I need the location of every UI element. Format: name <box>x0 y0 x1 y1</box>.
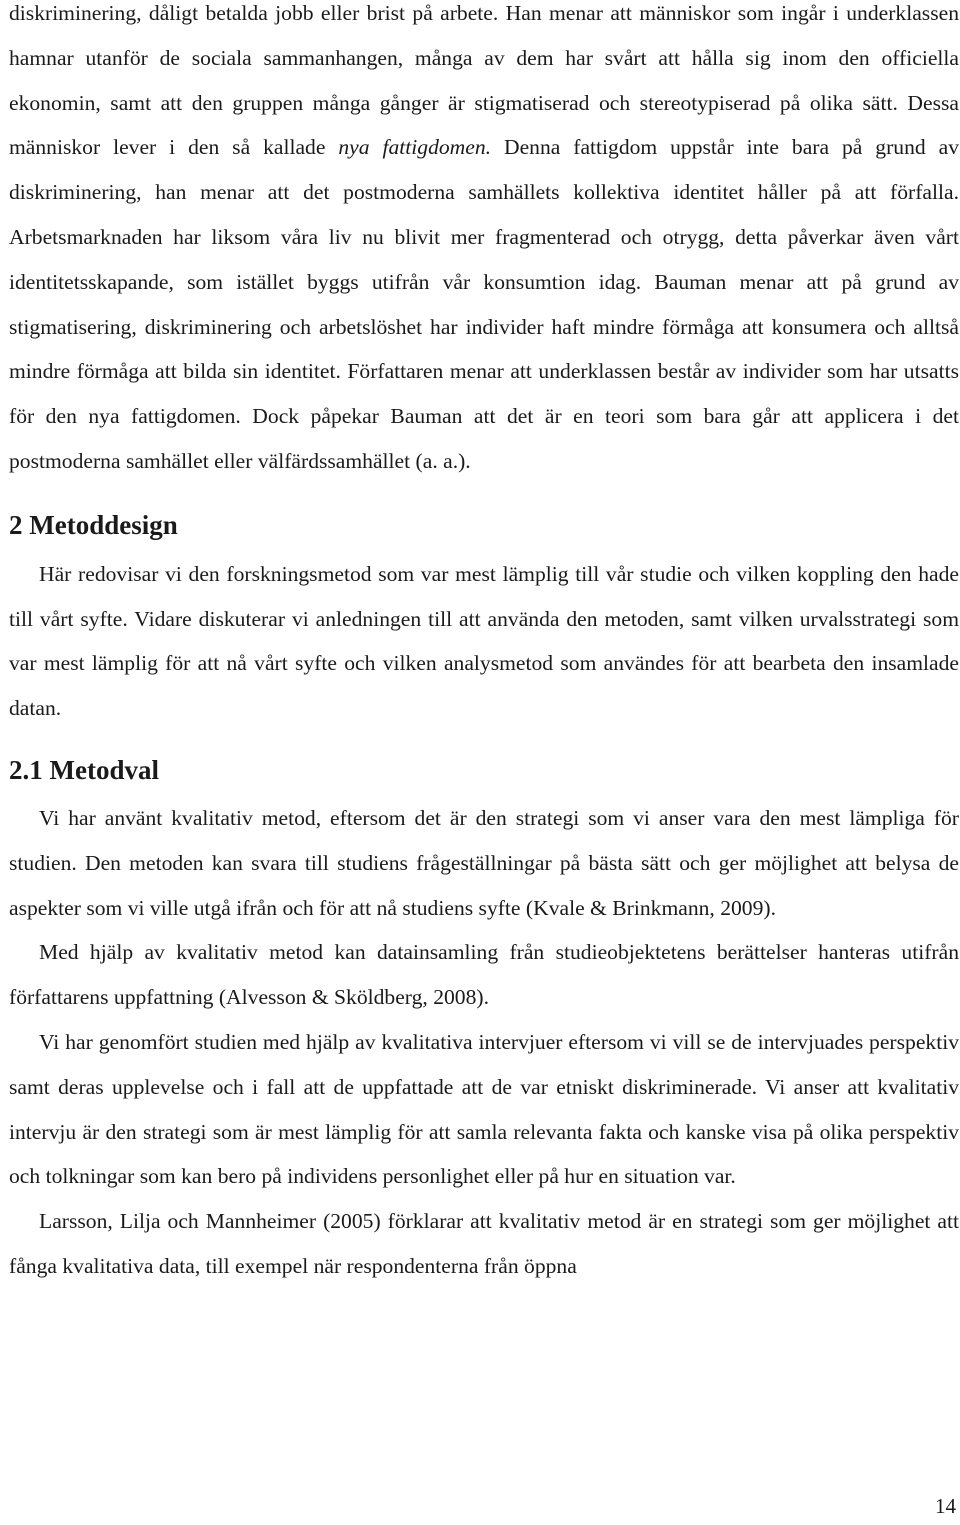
metodval-paragraph-3: Vi har genomfört studien med hjälp av kvalitativa intervjuer eftersom vi vill se de intervjuades perspektiv samt deras upplevelse och i fall att de uppfattade att de var etniskt diskriminerade. Vi anser att kvalitativ intervju är den strategi som är mest lämplig för att samla relevanta fakta och kanske visa på olika perspektiv och tolkningar som kan bero på individens personlighet eller på hur en situation var. <box>9 1029 959 1189</box>
page-number: 14 <box>935 1494 956 1518</box>
intro-paragraph <box>9 0 959 484</box>
section-heading-metoddesign: 2 Metoddesign <box>9 509 178 540</box>
document-page <box>9 0 959 1289</box>
metodval-paragraph-2: Med hjälp av kvalitativ metod kan datainsamling från studieobjektetens berättelser hanteras utifrån författarens uppfattning (Alvesson & Sköldberg, 2008). <box>9 940 959 1010</box>
intro-text-part-1: diskriminering, dåligt betalda jobb eller brist på arbete. Han menar att människor som ingår i underklassen hamnar utanför de sociala sammanhangen, många av dem har svårt att hålla sig inom den officiella ekonomin, samt att den gruppen många gånger är stigmatiserad och stereotypiserad på olika sätt. Dessa människor lever i den så kallade <box>9 1 959 160</box>
intro-italic-term: nya fattigdomen. <box>338 135 492 160</box>
metoddesign-paragraph: Här redovisar vi den forskningsmetod som var mest lämplig till vår studie och vilken koppling den hade till vårt syfte. Vidare diskuterar vi anledningen till att använda den metoden, samt vilken urvalsstrategi som var mest lämplig för att nå vårt syfte och vilken analysmetod som användes för att bearbeta den insamlade datan. <box>9 561 959 721</box>
intro-text-part-2: Denna fattigdom uppstår inte bara på grund av diskriminering, han menar att det postmoderna samhällets kollektiva identitet håller på att förfalla. Arbetsmarknaden har liksom våra liv nu blivit mer fragmenterad och otrygg, detta påverkar även vårt identitetsskapande, som istället byggs utifrån vår konsumtion idag. Bauman menar att på grund av stigmatisering, diskriminering och arbetslöshet har individer haft mindre förmåga att konsumera och alltså mindre förmåga att bilda sin identitet. Författaren menar att underklassen består av individer som har utsatts för den nya fattigdomen. Dock påpekar Bauman att det är en teori som bara går att applicera i det postmoderna samhället eller välfärdssamhället (a. a.). <box>9 135 959 473</box>
metodval-paragraph-4: Larsson, Lilja och Mannheimer (2005) förklarar att kvalitativ metod är en strategi som ger möjlighet att fånga kvalitativa data, till exempel när respondenterna från öppna <box>9 1209 959 1278</box>
metodval-paragraph-1: Vi har använt kvalitativ metod, eftersom det är den strategi som vi anser vara den mest lämpliga för studien. Den metoden kan svara till studiens frågeställningar på bästa sätt och ger möjlighet att belysa de aspekter som vi ville utgå ifrån och för att nå studiens syfte (Kvale & Brinkmann, 2009). <box>9 805 959 920</box>
section-heading-metodval: 2.1 Metodval <box>9 754 159 785</box>
